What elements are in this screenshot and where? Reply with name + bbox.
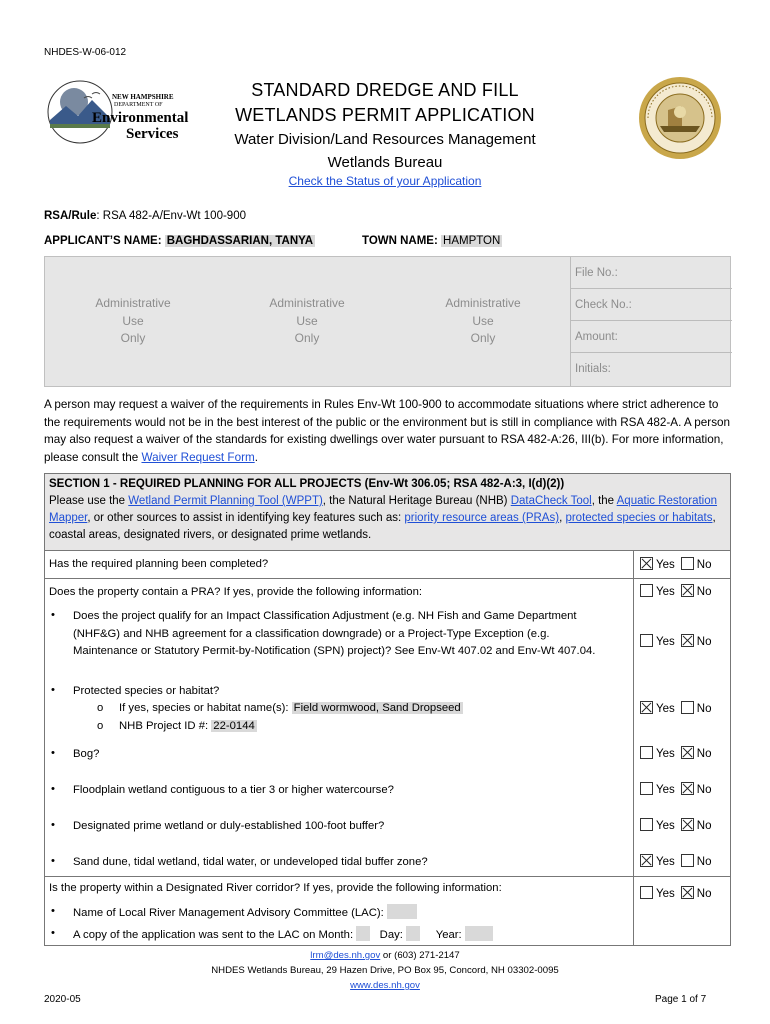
answer-designated-river: Yes No xyxy=(640,886,717,900)
waiver-request-form-link[interactable]: Waiver Request Form xyxy=(141,450,255,464)
title-block xyxy=(200,78,570,174)
dune-yes-checkbox[interactable] xyxy=(640,854,653,867)
admin-cell-2: Administrative Use Only xyxy=(269,296,345,345)
answer-floodplain: Yes No xyxy=(640,782,717,796)
row-divider xyxy=(45,578,730,579)
nhdes-logo xyxy=(44,78,194,148)
rsa-line xyxy=(44,210,246,222)
species-name-field[interactable]: Field wormwood, Sand Dropseed xyxy=(293,702,461,714)
prime-yes-checkbox[interactable] xyxy=(640,818,653,831)
footer-phone: or (603) 271-2147 xyxy=(380,950,460,961)
sub-bullet: o xyxy=(97,720,104,732)
rsa-label: RSA/Rule xyxy=(44,210,97,222)
revision-date: 2020-05 xyxy=(44,994,81,1005)
aquatic-mapper-link[interactable]: Aquatic Restoration Mapper xyxy=(49,495,718,524)
bullet: • xyxy=(51,905,55,917)
subtitle-line-2: Wetlands Bureau xyxy=(327,154,443,171)
sub-bullet: o xyxy=(97,702,104,714)
check-status-link[interactable]: Check the Status of your Application xyxy=(288,174,482,188)
town-line xyxy=(362,235,502,247)
subtitle-line-1: Water Division/Land Resources Management xyxy=(234,131,536,148)
question-sand-dune: Sand dune, tidal wetland, tidal water, or undeveloped tidal buffer zone? xyxy=(73,856,428,868)
website-link[interactable]: www.des.nh.gov xyxy=(350,980,420,991)
datacheck-link[interactable]: DataCheck Tool xyxy=(510,495,592,507)
email-link[interactable]: lrm@des.nh.gov xyxy=(310,950,381,961)
admin-cell-1: Administrative Use Only xyxy=(95,296,171,345)
admin-check-no: Check No.: xyxy=(571,289,732,321)
planning-no-checkbox[interactable] xyxy=(681,557,694,570)
status-link-wrap xyxy=(200,174,570,188)
rsa-value: : RSA 482-A/Env-Wt 100-900 xyxy=(96,210,246,222)
state-seal xyxy=(638,76,722,160)
page-number: Page 1 of 7 xyxy=(655,994,707,1005)
lac-month-field[interactable] xyxy=(356,926,370,941)
answer-planning: Yes No xyxy=(640,557,717,571)
bullet: • xyxy=(51,927,55,939)
bullet: • xyxy=(51,684,55,696)
protected-species-link[interactable]: protected species or habitats xyxy=(565,512,713,524)
planning-yes-checkbox[interactable] xyxy=(640,557,653,570)
answer-sand-dune: Yes No xyxy=(640,854,717,868)
bullet: • xyxy=(51,855,55,867)
bog-no-checkbox[interactable] xyxy=(681,746,694,759)
row-divider xyxy=(45,876,730,877)
question-planning: Has the required planning been completed? xyxy=(49,558,269,570)
answer-impact-adjustment: Yes No xyxy=(640,634,717,648)
title-line-2: WETLANDS PERMIT APPLICATION xyxy=(235,105,535,125)
nhb-project-id-field[interactable]: 22-0144 xyxy=(213,720,255,732)
lac-date-line: A copy of the application was sent to the LAC on Month: Day: Year: xyxy=(73,926,493,945)
logo-line1: NEW HAMPSHIRE xyxy=(112,93,174,101)
answer-bog: Yes No xyxy=(640,746,717,760)
applicant-name-field[interactable]: BAGHDASSARIAN, TANYA xyxy=(166,235,314,247)
waiver-paragraph: A person may request a waiver of the requirements in Rules Env-Wt 100-900 to accommodate situations where strict adherence to the requirements would not be in the best interest of the public or the environment but is still in compliance with RSA 482-A. A person may also request a waiver of the standards for existing dwellings over water pursuant to RSA 482-A:26, III(b). For more information, please consult the Waiver Request Form. xyxy=(44,398,731,464)
protected-no-checkbox[interactable] xyxy=(681,701,694,714)
prime-no-checkbox[interactable] xyxy=(681,818,694,831)
bullet: • xyxy=(51,819,55,831)
admin-initials: Initials: xyxy=(575,363,611,375)
question-protected-species: Protected species or habitat? xyxy=(73,685,220,697)
admin-use-box xyxy=(44,256,731,387)
waiver-text: A person may request a waiver of the requirements in Rules Env-Wt 100-900 to accommodate situations where strict adherence to the requirements would not be in the best interest of the public or the environment but is still in compliance with RSA 482-A. A person may also request a waiver of the standards for existing dwellings over water pursuant to RSA 482-A:26, III(b). For more information, please consult the xyxy=(44,398,731,464)
section-1-header: SECTION 1 - REQUIRED PLANNING FOR ALL PROJECTS (Env-Wt 306.05; RSA 482-A:3, I(d)(2)) Please use the Wetland Permit Planning Tool (WPPT), the Natural Heritage Bureau (NHB) DataCheck Tool, the Aquatic Restoration Mapper, or other sources to assist in identifying key features such as: priority resource areas (PRAs), protected species or habitats, coastal areas, designated rivers, or designated prime wetlands. xyxy=(45,474,730,551)
applicant-line xyxy=(44,235,315,247)
town-name-field[interactable]: HAMPTON xyxy=(443,235,501,247)
dune-no-checkbox[interactable] xyxy=(681,854,694,867)
lac-name-line: Name of Local River Management Advisory Committee (LAC): xyxy=(73,904,417,923)
lac-name-field[interactable] xyxy=(387,904,417,919)
impact-yes-checkbox[interactable] xyxy=(640,634,653,647)
bullet: • xyxy=(51,747,55,759)
logo-line2: DEPARTMENT OF xyxy=(114,102,163,108)
answer-prime-wetland: Yes No xyxy=(640,818,717,832)
answer-column-divider xyxy=(633,551,634,945)
question-pra: Does the property contain a PRA? If yes, provide the following information: xyxy=(49,586,422,598)
footer-address: NHDES Wetlands Bureau, 29 Hazen Drive, PO Box 95, Concord, NH 03302-0095 xyxy=(211,965,559,976)
answer-pra: Yes No xyxy=(640,584,717,598)
applicant-label: APPLICANT’S NAME: xyxy=(44,235,165,247)
admin-cell-3: Administrative Use Only xyxy=(445,296,521,345)
floodplain-yes-checkbox[interactable] xyxy=(640,782,653,795)
bullet: • xyxy=(51,609,55,621)
admin-fields xyxy=(570,257,732,386)
question-impact-adjustment: Does the project qualify for an Impact Classification Adjustment (e.g. NH Fish and Game Department (NHF&G) and NHB agreement for a classification downgrade) or a Project-Type Exception (e.g. Maintenance or Statutory Permit-by-Notification (SPN) project)? See Env-Wt 407.02 and Env-Wt 407.04. xyxy=(73,610,596,657)
footer xyxy=(44,948,726,993)
section-1 xyxy=(44,473,731,946)
protected-yes-checkbox[interactable] xyxy=(640,701,653,714)
pra-link[interactable]: priority resource areas (PRAs) xyxy=(404,512,560,524)
wppt-link[interactable]: Wetland Permit Planning Tool (WPPT) xyxy=(128,495,323,507)
question-floodplain: Floodplain wetland contiguous to a tier 3 or higher watercourse? xyxy=(73,784,394,796)
floodplain-no-checkbox[interactable] xyxy=(681,782,694,795)
river-no-checkbox[interactable] xyxy=(681,886,694,899)
question-designated-river: Is the property within a Designated River corridor? If yes, provide the following information: xyxy=(49,882,502,894)
admin-amount: Amount: xyxy=(571,321,732,353)
species-line: If yes, species or habitat name(s): Field wormwood, Sand Dropseed xyxy=(119,702,461,714)
pra-yes-checkbox[interactable] xyxy=(640,584,653,597)
bog-yes-checkbox[interactable] xyxy=(640,746,653,759)
impact-no-checkbox[interactable] xyxy=(681,634,694,647)
logo-line4: Services xyxy=(126,126,179,142)
question-prime-wetland: Designated prime wetland or duly-established 100-foot buffer? xyxy=(73,820,385,832)
nhb-id-line: NHB Project ID #: 22-0144 xyxy=(119,720,255,732)
form-id: NHDES-W-06-012 xyxy=(44,47,127,58)
lac-year-field[interactable] xyxy=(465,926,493,941)
logo-line3: Environmental xyxy=(92,110,189,126)
title-line-1: STANDARD DREDGE AND FILL xyxy=(251,80,519,100)
lac-day-field[interactable] xyxy=(406,926,420,941)
admin-file-no: File No.: xyxy=(571,257,732,289)
answer-protected-species: Yes No xyxy=(640,701,717,715)
river-yes-checkbox[interactable] xyxy=(640,886,653,899)
section-1-heading: SECTION 1 - REQUIRED PLANNING FOR ALL PROJECTS (Env-Wt 306.05; RSA 482-A:3, I(d)(2)) xyxy=(49,478,565,490)
town-label: TOWN NAME: xyxy=(362,235,442,247)
pra-no-checkbox[interactable] xyxy=(681,584,694,597)
question-bog: Bog? xyxy=(73,748,100,760)
bullet: • xyxy=(51,783,55,795)
